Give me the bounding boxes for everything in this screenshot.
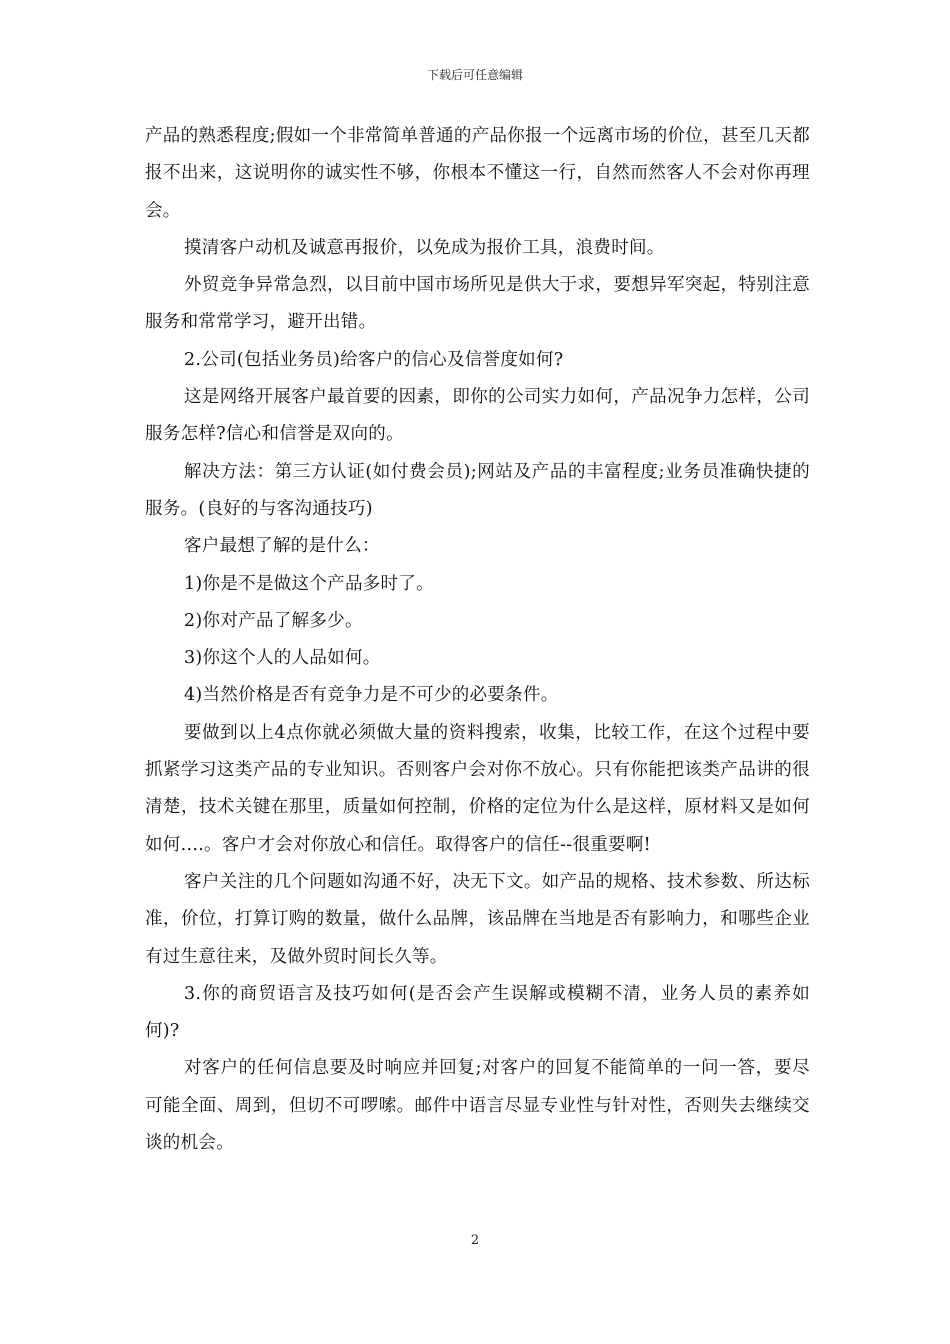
- paragraph: 外贸竞争异常急烈，以目前中国市场所见是供大于求，要想异军突起，特别注意服务和常常学习，避开出错。: [145, 275, 810, 333]
- list-item: 2)你对产品了解多少。: [184, 610, 363, 631]
- paragraph: 客户关注的几个问题如沟通不好，决无下文。如产品的规格、技术参数、所达标准，价位，打算订购的数量，做什么品牌，该品牌在当地是否有影响力，和哪些企业有过生意往来，及做外贸时间长久等。: [145, 871, 810, 967]
- paragraph: 对客户的任何信息要及时响应并回复;对客户的回复不能简单的一问一答，要尽可能全面、周到，但切不可啰嗦。邮件中语言尽显专业性与针对性，否则失去继续交谈的机会。: [145, 1058, 810, 1154]
- page-header: 下载后可任意编辑: [426, 68, 523, 82]
- list-item: 1)你是不是做这个产品多时了。: [184, 573, 434, 594]
- paragraph: 摸清客户动机及诚意再报价，以免成为报价工具，浪费时间。: [184, 237, 665, 258]
- document-body: [145, 118, 810, 1162]
- paragraph: 要做到以上4点你就必须做大量的资料搜索，收集，比较工作，在这个过程中要抓紧学习这类产品的专业知识。否则客户会对你不放心。只有你能把该类产品讲的很清楚，技术关键在那里，质量如何控制，价格的定位为什么是这样，原材料又是如何如何....。客户才会对你放心和信任。取得客户的信任--很重要啊!: [145, 722, 810, 855]
- paragraph: 产品的熟悉程度;假如一个非常简单普通的产品你报一个远离市场的价位，甚至几天都报不出来，这说明你的诚实性不够，你根本不懂这一行，自然而然客人不会对你再理会。: [145, 126, 810, 221]
- section-heading: 2.公司(包括业务员)给客户的信心及信誉度如何?: [184, 349, 564, 370]
- paragraph: 客户最想了解的是什么：: [184, 536, 380, 557]
- paragraph: 这是网络开展客户最首要的因素，即你的公司实力如何，产品况争力怎样，公司服务怎样?信心和信誉是双向的。: [145, 387, 810, 445]
- section-heading: 3.你的商贸语言及技巧如何(是否会产生误解或模糊不清，业务人员的素养如何)?: [145, 983, 810, 1042]
- paragraph: 解决方法：第三方认证(如付费会员);网站及产品的丰富程度;业务员准确快捷的服务。(良好的与客沟通技巧): [145, 461, 810, 519]
- page-number: 2: [470, 1233, 480, 1248]
- list-item: 3)你这个人的人品如何。: [184, 648, 381, 669]
- list-item: 4)当然价格是否有竞争力是不可少的必要条件。: [184, 685, 559, 706]
